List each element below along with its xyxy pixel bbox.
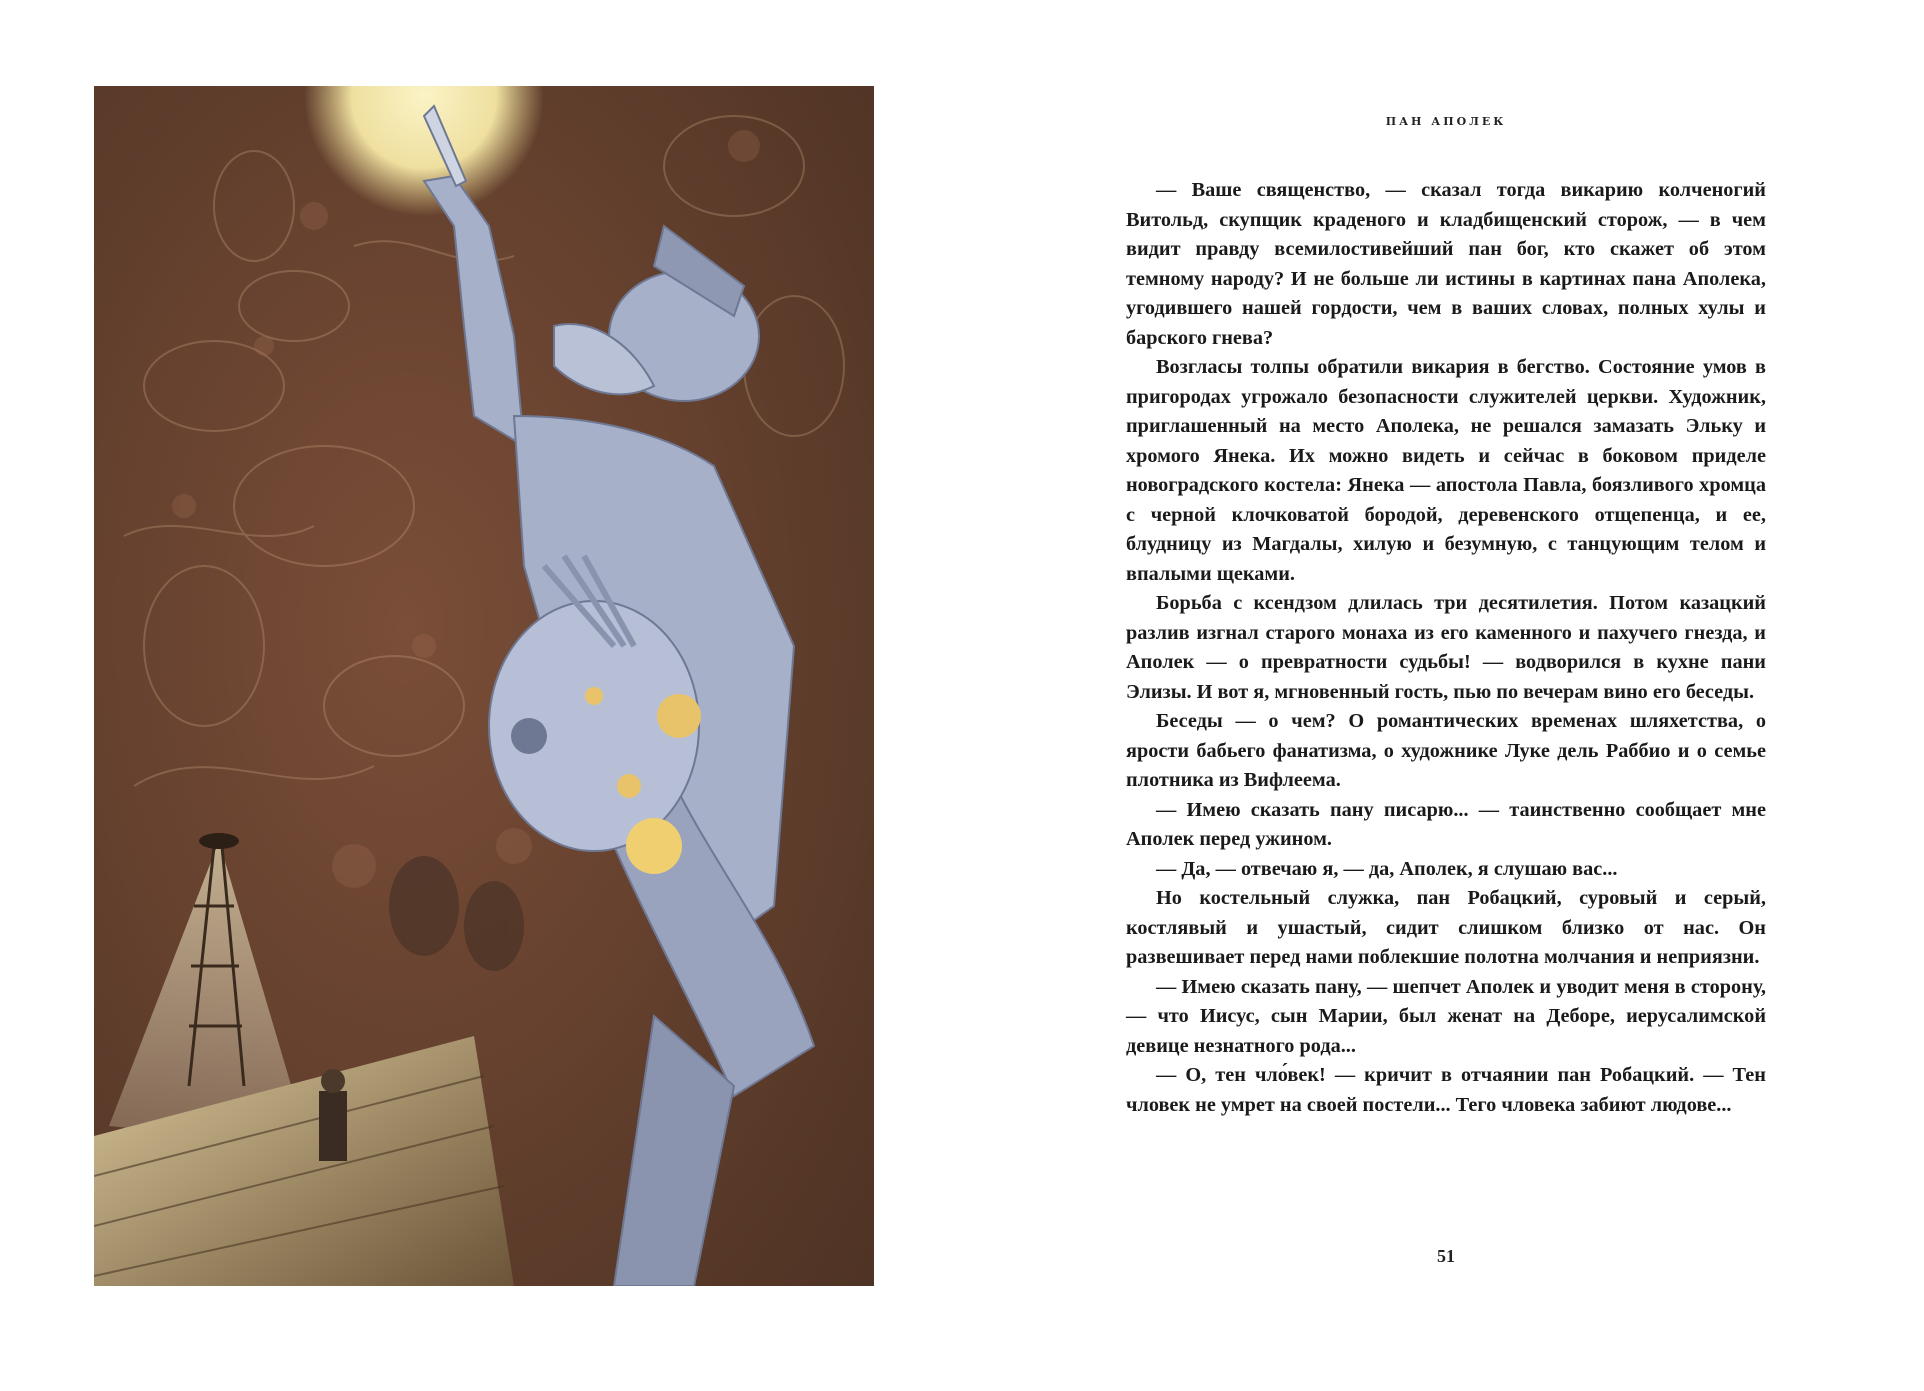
illustration-painter-with-palette	[94, 86, 874, 1286]
paragraph: — Имею сказать пану, — шепчет Аполек и уводит меня в сторону, — что Иисус, сын Марии, был женат на Деборе, иерусалимской девице незнатного рода...	[1126, 975, 1766, 1057]
paragraph: — Ваше священство, — сказал тогда викарию колченогий Витольд, скупщик краденого и кладбищенский сторож, — в чем видит правду всемилостивейший пан бог, кто скажет об этом темному народу? И не больше ли истины в картинах пана Аполека, угодившего нашей гордости, чем в ваших словах, полных хулы и барского гнева?	[1126, 179, 1766, 349]
paragraph: Но костельный служка, пан Робацкий, суровый и серый, костлявый и ушастый, сидит слишком близко от нас. Он развешивает перед нами поблекшие полотна молчания и неприязни.	[1126, 887, 1766, 968]
paragraph: Борьба с ксендзом длилась три десятилетия. Потом казацкий разлив изгнал старого монаха из его каменного и пахучего гнезда, и Аполек — о превратности судьбы! — водворился в кухне пани Элизы. И вот я, мгновенный гость, пью по вечерам вино его беседы.	[1126, 592, 1766, 703]
page-number: 51	[1437, 1246, 1455, 1266]
paragraph: — Имею сказать пану писарю... — таинственно сообщает мне Аполек перед ужином.	[1126, 798, 1766, 850]
paragraph: Возгласы толпы обратили викария в бегство. Состояние умов в пригородах угрожало безопасности служителей церкви. Художник, приглашенный на место Аполека, не решался замазать Эльку и хромого Янека. Их можно видеть и сейчас в боковом приделе новоградского костела: Янека — апостола Павла, боязливого хромца с черной клочковатой бородой, деревенского отщепенца, и ее, блудницу из Магдалы, хилую и безумную, с танцующим телом и впалыми щеками.	[1126, 356, 1766, 585]
running-head: ПАН АПОЛЕК	[1385, 115, 1507, 128]
paragraph: Беседы — о чем? О романтических временах шляхетства, о ярости бабьего фанатизма, о художнике Луке дель Раббио и о семье плотника из Вифлеема.	[1126, 710, 1766, 791]
paragraph: — О, тен чло́век! — кричит в отчаянии пан Робацкий. — Тен чловек не умрет на своей постели... Тего чловека забиют людове...	[1126, 1064, 1766, 1116]
illustration-artwork	[94, 86, 874, 1286]
paragraph: — Да, — отвечаю я, — да, Аполек, я слушаю вас...	[1156, 857, 1618, 880]
chapter-text	[1126, 176, 1766, 1120]
